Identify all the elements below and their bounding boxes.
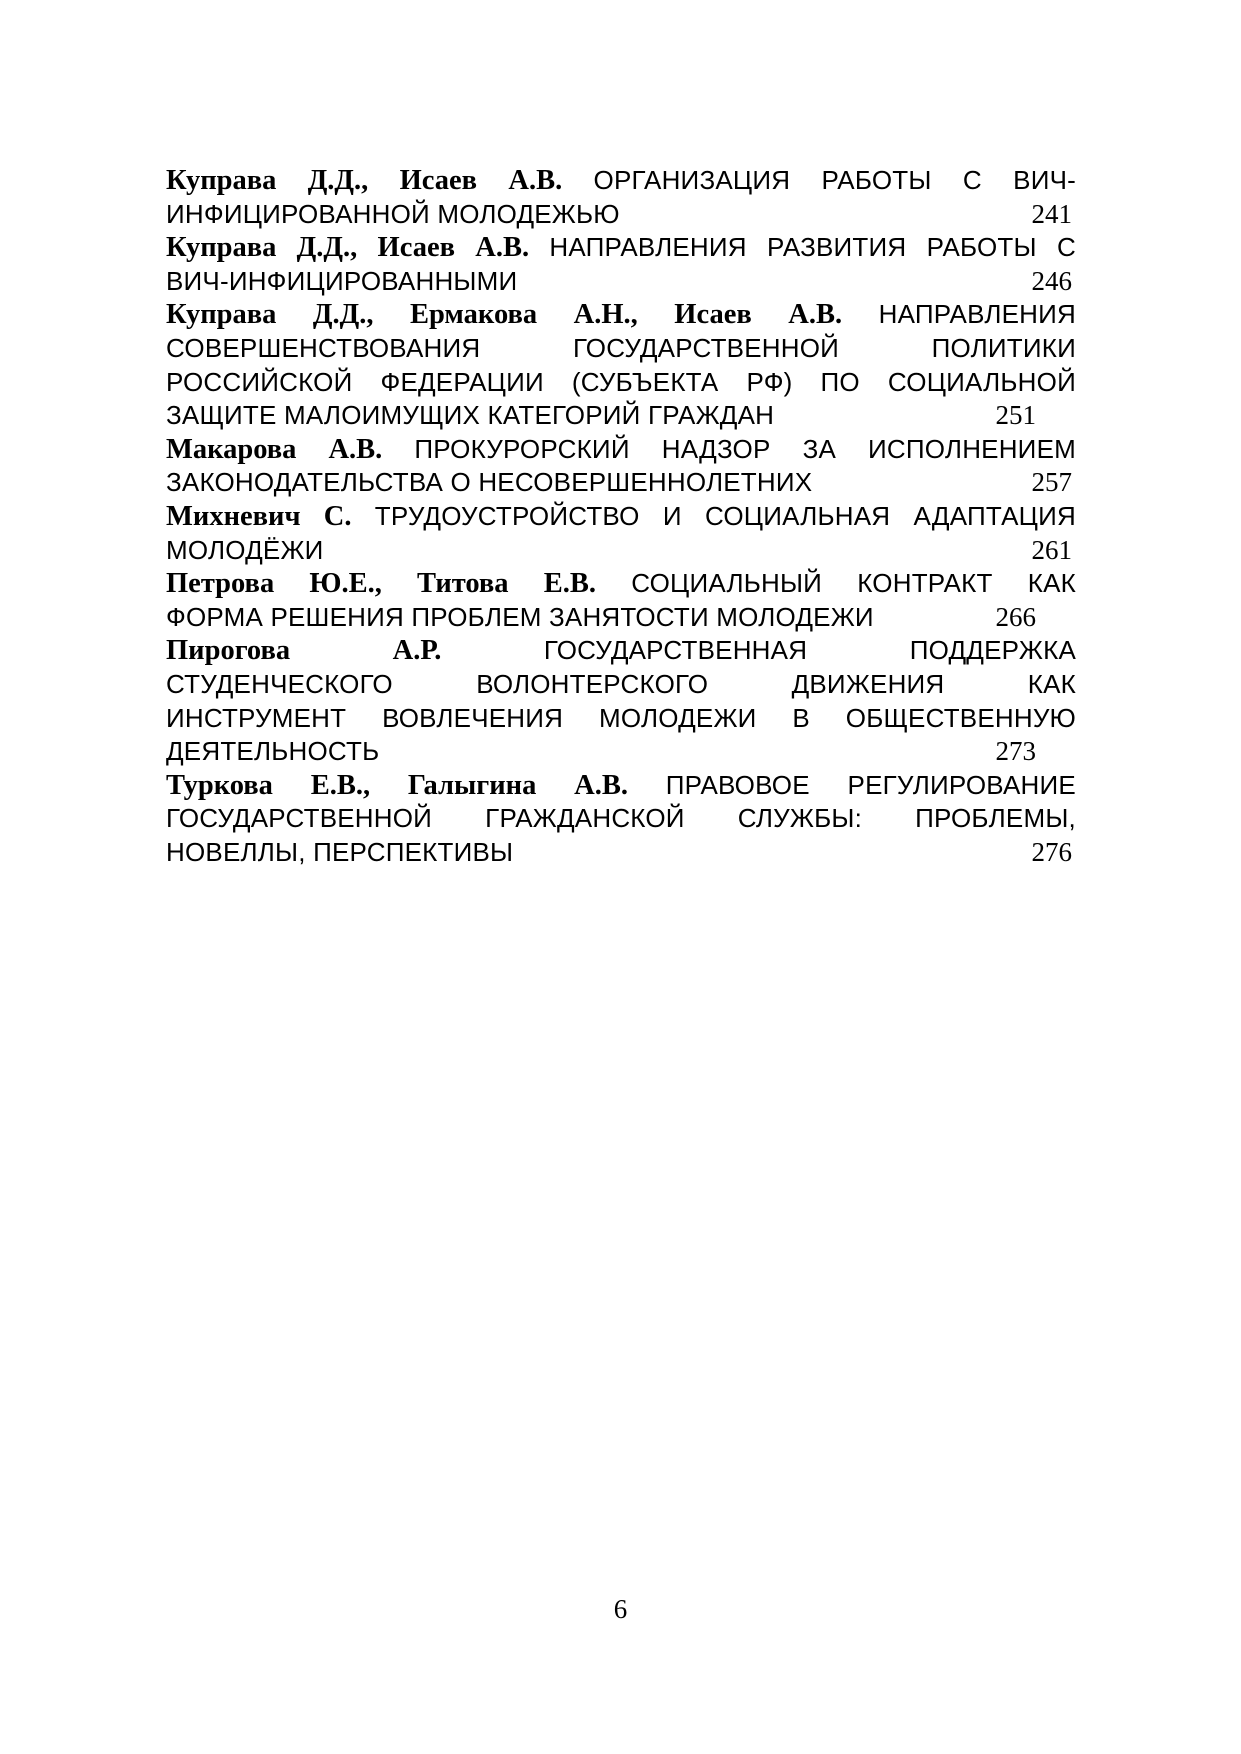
- title-word: И: [662, 500, 682, 531]
- title-word: С: [962, 165, 982, 195]
- toc-entry: [166, 500, 1076, 567]
- author-word: Петрова: [166, 568, 275, 600]
- toc-entry-last-line: [166, 836, 1076, 870]
- toc-entry-line: [166, 769, 1076, 803]
- title-word: РАБОТЫ: [821, 165, 932, 195]
- author-word: Е.В.: [543, 568, 597, 600]
- title-word: ОБЩЕСТВЕННУЮ: [845, 702, 1076, 733]
- title-word: ТРУДОУСТРОЙСТВО: [374, 500, 640, 531]
- toc-entry-line: [166, 298, 1076, 332]
- entry-page-number: 246: [1031, 265, 1072, 296]
- title-word: МОЛОДЕЖИ: [598, 702, 757, 733]
- title-word: ИСПОЛНЕНИЕМ: [868, 433, 1076, 464]
- title-word: РАЗВИТИЯ: [767, 232, 907, 263]
- author-word: Ермакова: [410, 299, 538, 331]
- title-word: СОВЕРШЕНСТВОВАНИЯ: [166, 332, 481, 363]
- author-word: А.Н.,: [573, 299, 638, 331]
- page-number: 6: [613, 1594, 628, 1624]
- entry-page-number: 241: [1031, 198, 1072, 229]
- author-word: Исаев: [674, 299, 752, 331]
- author-word: Туркова: [166, 769, 273, 801]
- toc-entry-line: [166, 668, 1076, 702]
- toc-entry-line: [166, 634, 1076, 668]
- title-word: ГРАЖДАНСКОЙ: [485, 803, 685, 834]
- author-word: Михневич: [166, 500, 301, 532]
- author-word: Галыгина: [407, 769, 537, 801]
- author-word: А.В.: [475, 232, 530, 264]
- title-word: ВОЛОНТЕРСКОГО: [476, 668, 709, 699]
- toc-entry: [166, 567, 1076, 634]
- title-word: КОНТРАКТ: [857, 568, 993, 599]
- toc-entry-last-line: [166, 466, 1076, 500]
- title-word: АДАПТАЦИЯ: [913, 500, 1076, 531]
- title-word: ВИЧ-: [1013, 165, 1076, 195]
- title-word: (СУБЪЕКТА: [571, 366, 719, 397]
- title-word: С: [1057, 232, 1076, 263]
- author-word: Исаев: [377, 232, 455, 264]
- title-word: ИНСТРУМЕНТ: [166, 702, 347, 733]
- author-word: Титова: [417, 568, 509, 600]
- toc-entry-last-line: [166, 735, 1076, 769]
- title-word: РАБОТЫ: [926, 232, 1037, 263]
- title-word: ПОЛИТИКИ: [931, 332, 1076, 363]
- entry-title-text: ФОРМА РЕШЕНИЯ ПРОБЛЕМ ЗАНЯТОСТИ МОЛОДЕЖИ: [166, 601, 874, 632]
- entry-title-text: ЗАЩИТЕ МАЛОИМУЩИХ КАТЕГОРИЙ ГРАЖДАН: [166, 400, 775, 431]
- title-word: РОССИЙСКОЙ: [166, 366, 353, 397]
- entry-title-text: МОЛОДЁЖИ: [166, 534, 324, 565]
- author-word: А.В.: [574, 769, 628, 801]
- entry-title-text: ДЕЯТЕЛЬНОСТЬ: [166, 736, 380, 767]
- title-word: ГОСУДАРСТВЕННАЯ: [543, 635, 808, 666]
- toc-entry-line: [166, 164, 1076, 198]
- author-word: А.В.: [328, 433, 383, 465]
- title-word: ФЕДЕРАЦИИ: [380, 366, 544, 397]
- toc-entry-last-line: [166, 198, 1076, 232]
- title-word: В: [792, 702, 810, 733]
- author-word: Ю.Е.,: [309, 568, 382, 600]
- title-word: НАДЗОР: [661, 433, 771, 464]
- toc-entry-line: [166, 366, 1076, 400]
- toc-entry: [166, 298, 1076, 432]
- toc-entry: [166, 634, 1076, 768]
- author-word: Пирогова: [166, 635, 291, 667]
- author-word: С.: [323, 500, 352, 532]
- author-word: Е.В.,: [310, 769, 371, 801]
- entry-title-text: ЗАКОНОДАТЕЛЬСТВА О НЕСОВЕРШЕННОЛЕТНИХ: [166, 467, 813, 498]
- toc-entry-last-line: [166, 265, 1076, 299]
- title-word: НАПРАВЛЕНИЯ: [549, 232, 747, 263]
- title-word: НАПРАВЛЕНИЯ: [878, 299, 1076, 330]
- title-word: РФ): [746, 366, 793, 397]
- author-word: А.В.: [508, 165, 563, 196]
- author-word: Д.Д.,: [307, 165, 369, 196]
- title-word: ГОСУДАРСТВЕННОЙ: [572, 332, 840, 363]
- title-word: КАК: [1027, 668, 1076, 699]
- toc-entry-last-line: [166, 601, 1076, 635]
- entry-title-text: ВИЧ-ИНФИЦИРОВАННЫМИ: [166, 265, 518, 296]
- toc-entry-line: [166, 231, 1076, 265]
- title-word: КАК: [1027, 568, 1076, 599]
- author-word: Макарова: [166, 433, 297, 465]
- entry-title-text: ИНФИЦИРОВАННОЙ МОЛОДЕЖЬЮ: [166, 198, 620, 229]
- toc-entry-line: [166, 500, 1076, 534]
- entry-page-number: 266: [995, 601, 1036, 632]
- title-word: ВОВЛЕЧЕНИЯ: [382, 702, 564, 733]
- author-word: Куправа: [166, 232, 277, 264]
- author-word: А.В.: [788, 299, 843, 331]
- title-word: ПРОКУРОРСКИЙ: [414, 433, 630, 464]
- author-word: А.Р.: [392, 635, 442, 667]
- title-word: СЛУЖБЫ:: [737, 803, 862, 834]
- toc-entry-line: [166, 567, 1076, 601]
- title-word: РЕГУЛИРОВАНИЕ: [847, 769, 1076, 800]
- title-word: ГОСУДАРСТВЕННОЙ: [166, 803, 433, 834]
- author-word: Куправа: [166, 165, 277, 196]
- title-word: СТУДЕНЧЕСКОГО: [166, 668, 393, 699]
- entry-page-number: 261: [1031, 534, 1072, 565]
- title-word: ПРАВОВОЕ: [665, 769, 810, 800]
- toc-entry: [166, 231, 1076, 298]
- author-word: Д.Д.,: [296, 232, 358, 264]
- toc-entry: [166, 769, 1076, 870]
- table-of-contents: [166, 164, 1076, 869]
- entry-page-number: 273: [995, 736, 1036, 767]
- toc-entry: [166, 164, 1076, 231]
- title-word: ЗА: [802, 433, 837, 464]
- toc-entry-last-line: [166, 399, 1076, 433]
- title-word: ПО: [820, 366, 860, 397]
- toc-entry: [166, 433, 1076, 500]
- toc-entry-line: [166, 433, 1076, 467]
- entry-page-number: 251: [995, 400, 1036, 431]
- author-word: Д.Д.,: [312, 299, 374, 331]
- title-word: ПРОБЛЕМЫ,: [915, 803, 1076, 834]
- entry-page-number: 257: [1031, 467, 1072, 498]
- title-word: СОЦИАЛЬНЫЙ: [631, 568, 823, 599]
- title-word: ПОДДЕРЖКА: [909, 635, 1076, 666]
- toc-entry-line: [166, 702, 1076, 736]
- author-word: Куправа: [166, 299, 277, 331]
- author-word: Исаев: [399, 165, 478, 196]
- title-word: ДВИЖЕНИЯ: [791, 668, 945, 699]
- title-word: СОЦИАЛЬНОЙ: [887, 366, 1076, 397]
- toc-entry-last-line: [166, 534, 1076, 568]
- title-word: ОРГАНИЗАЦИЯ: [593, 165, 791, 195]
- toc-entry-line: [166, 802, 1076, 836]
- entry-page-number: 276: [1031, 836, 1072, 867]
- title-word: СОЦИАЛЬНАЯ: [704, 500, 891, 531]
- entry-title-text: НОВЕЛЛЫ, ПЕРСПЕКТИВЫ: [166, 836, 514, 867]
- toc-entry-line: [166, 332, 1076, 366]
